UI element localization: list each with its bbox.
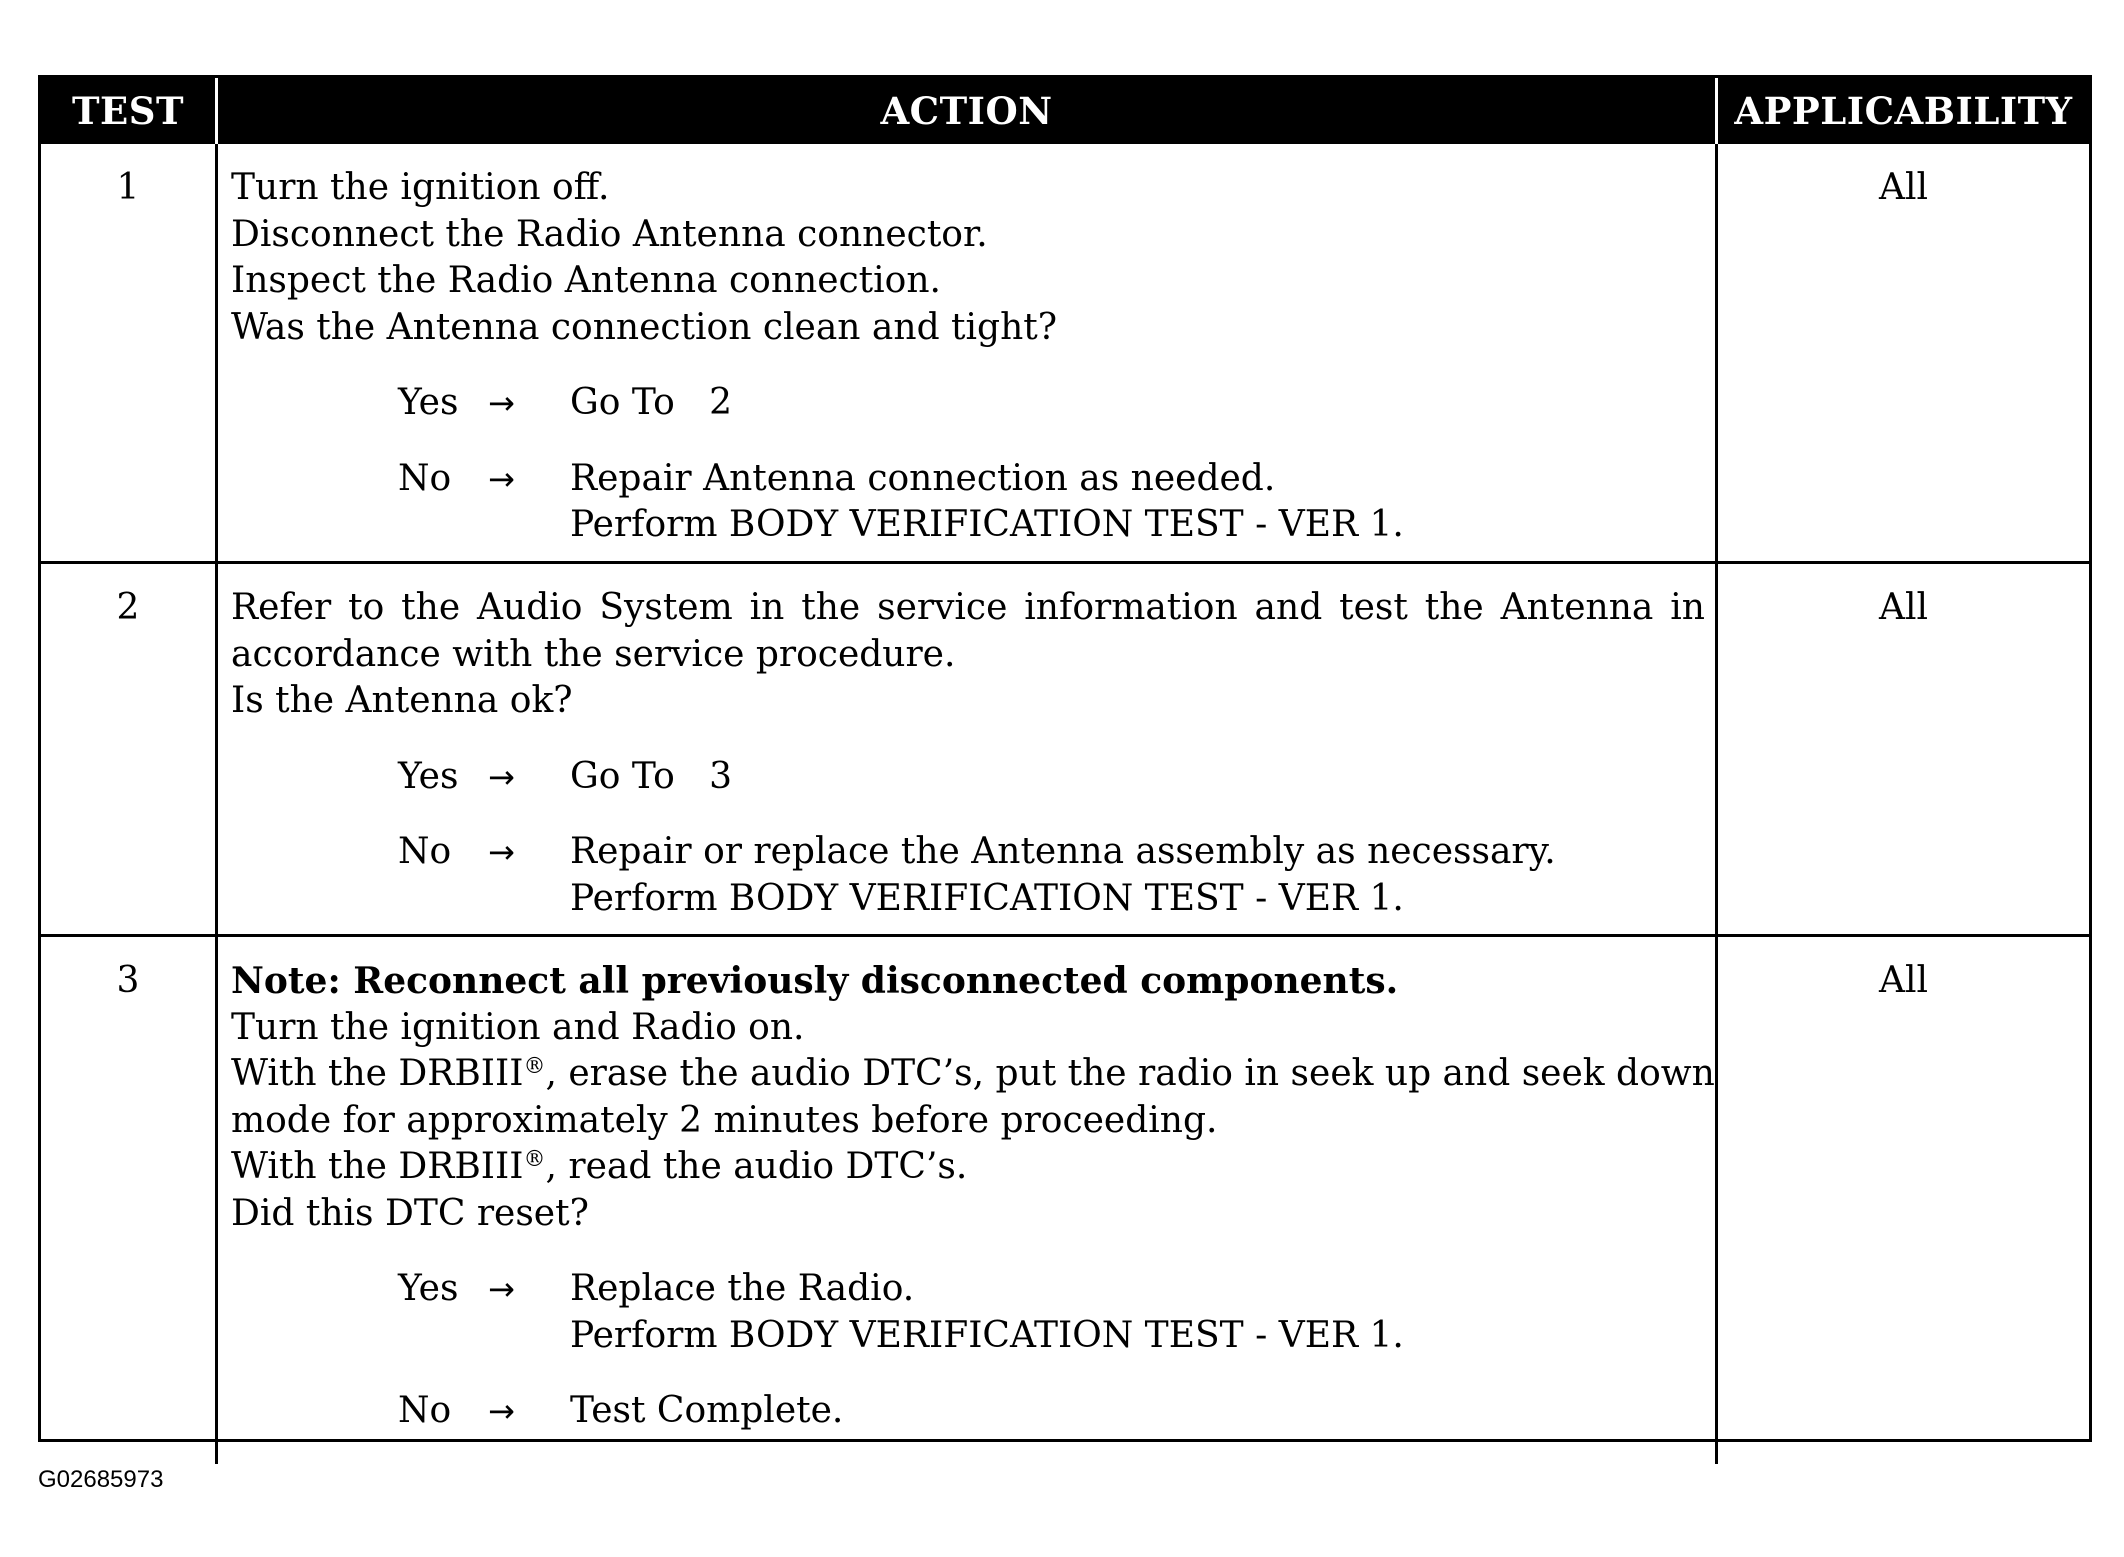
action-line: Inspect the Radio Antenna connection.: [231, 260, 941, 301]
yes-result: [570, 380, 1705, 427]
action-line: accordance with the service procedure.: [231, 633, 956, 675]
yes-label: Yes: [398, 382, 459, 423]
result-line: Perform BODY VERIFICATION TEST - VER 1.: [570, 877, 1404, 919]
yes-answer: [398, 1266, 1705, 1359]
result-line: Perform BODY VERIFICATION TEST - VER 1.: [570, 1314, 1404, 1356]
test-number-2: 2: [41, 561, 215, 934]
answers: [398, 1266, 1705, 1435]
result-line: Go To 3: [570, 755, 732, 797]
test-number-1: 1: [116, 167, 140, 208]
no-result: [570, 456, 1705, 549]
header-action: ACTION: [215, 78, 1715, 144]
action-line: Disconnect the Radio Antenna connector.: [231, 213, 988, 255]
action-line: Turn the ignition off.: [231, 167, 610, 208]
applicability-1: All: [1715, 144, 2089, 561]
yes-result: [570, 1266, 1705, 1359]
action-text: With the DRBIII: [231, 1053, 524, 1094]
yes-answer: [398, 754, 1705, 801]
result-line: Replace the Radio.: [570, 1268, 915, 1309]
action-cell-2: [215, 561, 1715, 934]
registered-mark: ®: [523, 1054, 546, 1079]
action-line: Refer to the Audio System in the service information and test the Antenna in: [231, 587, 1705, 628]
action-line: Is the Antenna ok?: [231, 680, 573, 721]
yes-label: Yes: [398, 755, 459, 797]
action-text: , erase the audio DTC’s, put the radio in seek up and seek down: [545, 1053, 1715, 1094]
yes-label: Yes: [398, 1268, 459, 1309]
action-line: mode for approximately 2 minutes before proceeding.: [231, 1099, 1218, 1141]
action-line: [231, 1144, 1705, 1191]
action-text: With the DRBIII: [231, 1146, 524, 1187]
result-line: Repair or replace the Antenna assembly as necessary.: [570, 831, 1556, 872]
right-arrow-icon: →: [488, 1270, 515, 1308]
answers: [398, 754, 1705, 923]
no-result: [570, 1388, 1705, 1435]
result-line: Repair Antenna connection as needed.: [570, 457, 1276, 499]
registered-mark: ®: [523, 1147, 546, 1172]
action-text: , read the audio DTC’s.: [545, 1146, 968, 1187]
yes-result: [570, 754, 1705, 801]
header-test: TEST: [41, 78, 215, 144]
action-line: Was the Antenna connection clean and tight?: [231, 306, 1058, 348]
figure-id: G02685973: [38, 1466, 164, 1493]
no-label: No: [398, 457, 452, 499]
action-line: [231, 1051, 1715, 1098]
test-number-3: 3: [41, 934, 215, 1464]
note-line: Note: Reconnect all previously disconnected components.: [231, 960, 1399, 1002]
right-arrow-icon: →: [488, 459, 515, 498]
yes-answer: [398, 380, 1705, 427]
action-cell-1: [215, 144, 1715, 561]
applicability-2: All: [1715, 561, 2089, 934]
result-line: Test Complete.: [570, 1390, 844, 1431]
right-arrow-icon: →: [488, 384, 515, 422]
result-line: Perform BODY VERIFICATION TEST - VER 1.: [570, 504, 1404, 545]
applicability-3: All: [1715, 934, 2089, 1464]
action-line: Did this DTC reset?: [231, 1192, 589, 1234]
diagnostic-test-table: [38, 75, 2092, 1442]
result-line: Go To 2: [570, 382, 732, 423]
right-arrow-icon: →: [488, 1392, 515, 1430]
no-answer: [398, 1388, 1705, 1435]
no-answer: [398, 456, 1705, 549]
no-label: No: [398, 1390, 452, 1431]
right-arrow-icon: →: [488, 833, 515, 871]
header-applicability: APPLICABILITY: [1715, 78, 2089, 144]
action-line: Turn the ignition and Radio on.: [231, 1006, 805, 1048]
answers: [398, 380, 1705, 549]
no-result: [570, 829, 1705, 922]
no-label: No: [398, 831, 452, 872]
action-cell-3: [215, 934, 1715, 1464]
no-answer: [398, 829, 1705, 922]
right-arrow-icon: →: [488, 757, 515, 796]
